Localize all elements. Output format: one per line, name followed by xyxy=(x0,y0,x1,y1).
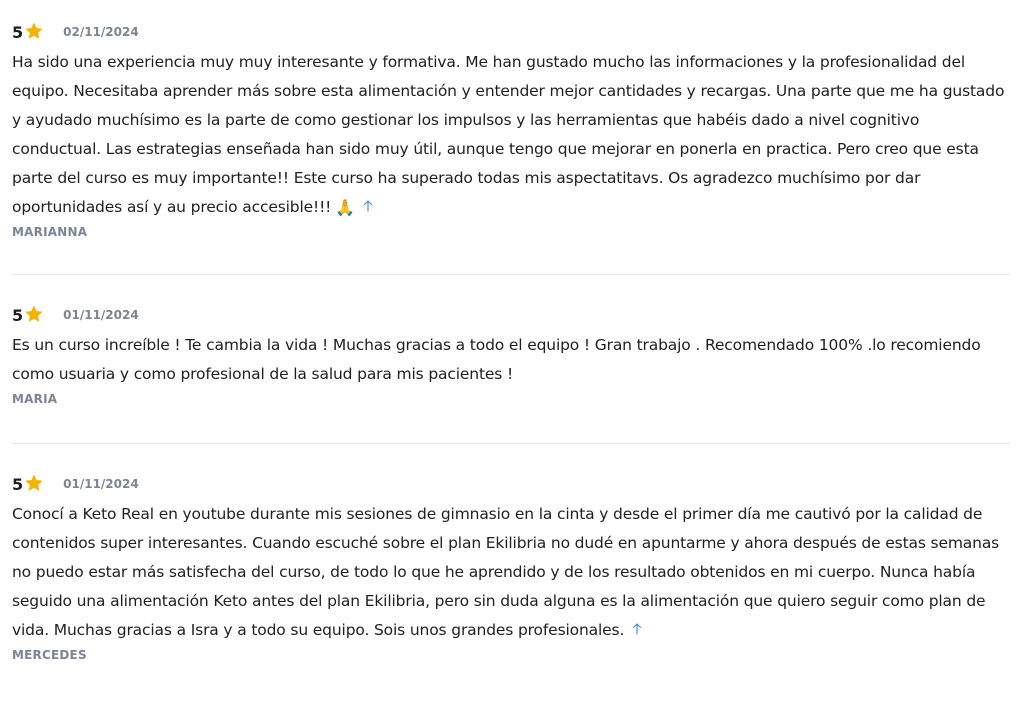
review-meta xyxy=(12,20,1010,44)
review-item xyxy=(12,303,1010,406)
review-date: 01/11/2024 xyxy=(63,477,139,491)
arrow-up-icon[interactable] xyxy=(632,623,642,635)
review-text: Ha sido una experiencia muy muy interesante y formativa. Me han gustado mucho las informaciones y la profesionalidad del equipo. Necesitaba aprender más sobre esta alimentación y entender mejor cantidades y recargas. Una parte que me ha gustado y ayudado muchísimo es la parte de como gestionar los impulsos y las herramientas que habéis dado a nivel cognitivo conductual. Las estrategias enseñada han sido muy útil, aunque tengo que mejorar en ponerla en practica. Pero creo que esta parte del curso es muy importante!! Este curso ha superado todas mis aspectatitavs. Os agradezco muchísimo por dar oportunidades así y au precio accesible!!! xyxy=(12,53,1005,216)
star-icon xyxy=(24,21,44,41)
review-author: MERCEDES xyxy=(12,648,87,662)
review-divider xyxy=(12,443,1010,444)
rating-value: 5 xyxy=(12,22,24,42)
review-date: 02/11/2024 xyxy=(63,25,139,39)
review-text: Es un curso increíble ! Te cambia la vida ! Muchas gracias a todo el equipo ! Gran trabajo . Recomendado 100% .lo recomiendo como usuaria y como profesional de la salud para mis pacientes ! xyxy=(12,336,981,383)
review-item xyxy=(12,472,1010,662)
review-item xyxy=(12,20,1010,239)
arrow-up-icon[interactable] xyxy=(363,200,373,212)
rating-value: 5 xyxy=(12,305,24,325)
review-divider xyxy=(12,274,1010,275)
review-text: Conocí a Keto Real en youtube durante mis sesiones de gimnasio en la cinta y desde el primer día me cautivó por la calidad de contenidos super interesantes. Cuando escuché sobre el plan Ekilibria no dudé en apuntarme y ahora después de estas semanas no puedo estar más satisfecha del curso, de todo lo que he aprendido y de los resultado obtenidos en mi cuerpo. Nunca había seguido una alimentación Keto antes del plan Ekilibria, pero sin duda alguna es la alimentación que quiero seguir como plan de vida. Muchas gracias a Isra y a todo su equipo. Sois unos grandes profesionales. xyxy=(12,505,1000,639)
review-date: 01/11/2024 xyxy=(63,308,139,322)
review-meta xyxy=(12,472,1010,496)
pray-emoji: 🙏 xyxy=(335,198,355,217)
review-text-block xyxy=(12,331,1010,389)
star-icon xyxy=(24,304,44,324)
review-author: MARIA xyxy=(12,392,58,406)
review-meta xyxy=(12,303,1010,327)
review-text-block xyxy=(12,500,1010,645)
star-icon xyxy=(24,473,44,493)
review-text-block xyxy=(12,48,1010,222)
review-author: MARIANNA xyxy=(12,225,88,239)
rating-value: 5 xyxy=(12,474,24,494)
